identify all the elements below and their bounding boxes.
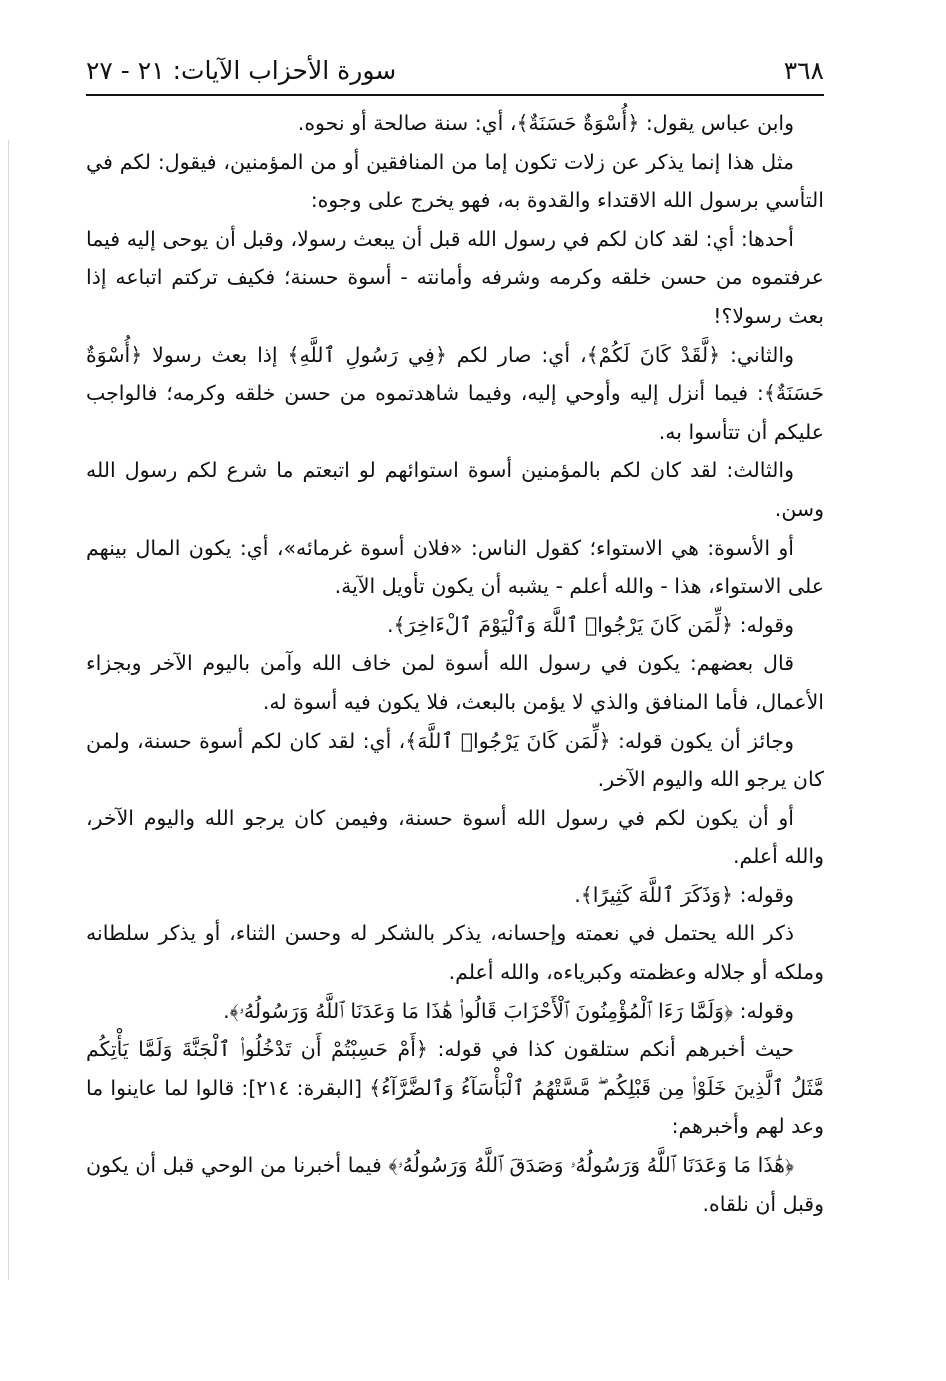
paragraph: وابن عباس يقول: ﴿أُسْوَةٌ حَسَنَةٌ﴾، أي: سنة صالحة أو نحوه. (297, 111, 794, 135)
paragraph: وقوله: ﴿لِّمَن كَانَ يَرْجُوا۟ ٱللَّهَ وَٱلْيَوْمَ ٱلْءَاخِرَ﴾. (387, 612, 794, 637)
paragraph: حيث أخبرهم أنكم ستلقون كذا في قوله: ﴿أَمْ حَسِبْتُمْ أَن تَدْخُلُوا۟ ٱلْجَنَّةَ وَلَمَّا يَأْتِكُم مَّثَلُ ٱلَّذِينَ خَلَوْا۟ مِن قَبْلِكُم ۖ مَّسَّتْهُمُ ٱلْبَأْسَآءُ وَٱلضَّرَّآءُ﴾ [البقرة: ٢١٤]: قالوا لما عاينوا ما وعد لهم وأخبرهم: (86, 1037, 824, 1139)
page-number: ٣٦٨ (783, 56, 824, 85)
paragraph: والثاني: ﴿لَّقَدْ كَانَ لَكُمْ﴾، أي: صار لكم ﴿فِي رَسُولِ ٱللَّهِ﴾ إذا بعث رسولا ﴿أُسْوَةٌ حَسَنَةٌ﴾: فيما أنزل إليه وأوحي إليه، وفيما شاهدتموه من حسن خلقه وكرمه؛ فالواجب عليكم أن تتأسوا به. (86, 342, 824, 444)
paragraph: أو الأسوة: هي الاستواء؛ كقول الناس: «فلان أسوة غرمائه»، أي: يكون المال بينهم على الاستواء، هذا - والله أعلم - يشبه أن يكون تأويل الآية. (86, 535, 824, 599)
paragraph: قال بعضهم: يكون في رسول الله أسوة لمن خاف الله وآمن باليوم الآخر وبجزاء الأعمال، فأما المنافق والذي لا يؤمن بالبعث، فلا يكون فيه أسوة له. (86, 651, 824, 714)
paragraph: وقوله: ﴿وَلَمَّا رَءَا ٱلْمُؤْمِنُونَ ٱلْأَحْزَابَ قَالُوا۟ هَٰذَا مَا وَعَدَنَا ٱللَّهُ وَرَسُولُهُۥ﴾. (223, 998, 794, 1023)
scan-edge-line (8, 140, 9, 1280)
paragraph: وقوله: ﴿وَذَكَرَ ٱللَّهَ كَثِيرًا﴾. (574, 882, 794, 907)
paragraph: أحدها: أي: لقد كان لكم في رسول الله قبل أن يبعث رسولا، وقبل أن يوحى إليه فيما عرفتموه من حسن خلقه وكرمه وشرفه وأمانته - أسوة حسنة؛ فكيف تركتم اتباعه إذا بعث رسولا؟! (86, 226, 824, 328)
header-rule (86, 94, 824, 96)
paragraph: ذكر الله يحتمل في نعمته وإحسانه، يذكر بالشكر له وحسن الثناء، أو يذكر سلطانه وملكه أو جلاله وعظمته وكبرياءه، والله أعلم. (86, 921, 824, 985)
paragraph: والثالث: لقد كان لكم بالمؤمنين أسوة استوائهم لو اتبعتم ما شرع لكم رسول الله وسن. (86, 458, 824, 521)
paragraph: أو أن يكون لكم في رسول الله أسوة حسنة، وفيمن كان يرجو الله واليوم الآخر، والله أعلم. (86, 805, 824, 869)
paragraph: ﴿هَٰذَا مَا وَعَدَنَا ٱللَّهُ وَرَسُولُهُۥ وَصَدَقَ ٱللَّهُ وَرَسُولُهُۥ﴾ فيما أخبرنا من الوحي قبل أن يكون وقبل أن نلقاه. (86, 1153, 824, 1216)
running-title: سورة الأحزاب الآيات: ٢١ - ٢٧ (86, 56, 397, 85)
page-header (86, 52, 824, 92)
body-text (86, 104, 824, 1223)
paragraph: مثل هذا إنما يذكر عن زلات تكون إما من المنافقين أو من المؤمنين، فيقول: لكم في التأسي برسول الله الاقتداء والقدوة به، فهو يخرج على وجوه: (86, 149, 824, 213)
paragraph: وجائز أن يكون قوله: ﴿لِّمَن كَانَ يَرْجُوا۟ ٱللَّهَ﴾، أي: لقد كان لكم أسوة حسنة، ولمن كان يرجو الله واليوم الآخر. (86, 728, 824, 792)
